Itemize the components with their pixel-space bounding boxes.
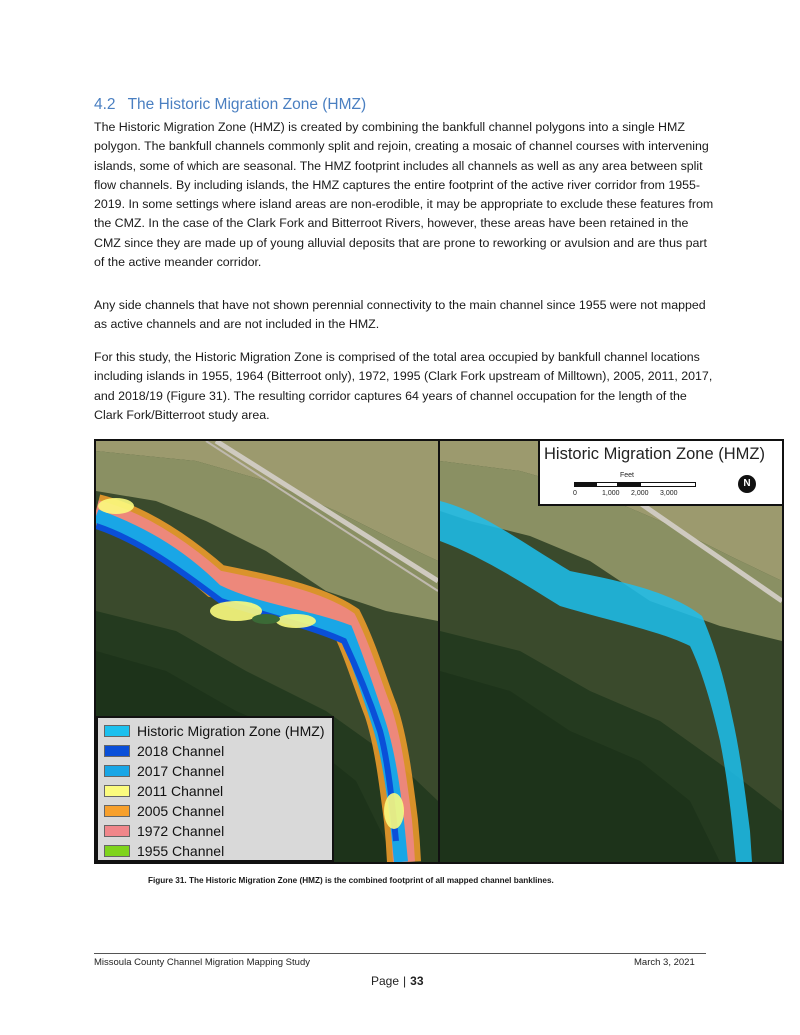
legend-label: 1972 Channel <box>137 823 225 839</box>
section-heading <box>94 96 366 114</box>
legend-item <box>104 721 324 741</box>
scale-tick-3000: 3,000 <box>660 490 678 497</box>
paragraph-hmz-definition: The Historic Migration Zone (HMZ) is created by combining the bankfull channel polygons into a single HMZ polygon. The bankfull channels commonly split and rejoin, creating a mosaic of channel courses with intervening islands, some of which are seasonal. The HMZ footprint includes all channels as well as any area between split flow channels. By including islands, the HMZ captures the entire footprint of the active river corridor from 1955-2019. In some settings where island areas are non-erodible, it may be appropriate to exclude these features from the CMZ. In the case of the Clark Fork and Bitterroot Rivers, however, these areas have been retained in the CMZ since they are made up of young alluvial deposits that are prone to reworking or avulsion and are thus part of the active meander corridor. <box>94 120 714 270</box>
scale-tick-0: 0 <box>573 490 577 497</box>
scale-bar <box>570 472 700 500</box>
page-number-value: 33 <box>410 974 424 988</box>
legend-swatch <box>104 825 130 837</box>
legend-item <box>104 841 224 861</box>
scale-segment <box>574 482 596 487</box>
map-title: Historic Migration Zone (HMZ) <box>544 445 765 463</box>
legend-swatch <box>104 725 130 737</box>
figure-caption: Figure 31. The Historic Migration Zone (HMZ) is the combined footprint of all mapped channel banklines. <box>148 876 554 885</box>
legend-swatch <box>104 845 130 857</box>
legend-item <box>104 801 224 821</box>
legend-label: 1955 Channel <box>137 843 225 859</box>
footer-divider <box>94 953 706 954</box>
scale-tick-2000: 2,000 <box>631 490 649 497</box>
legend-swatch <box>104 745 130 757</box>
legend-label: 2018 Channel <box>137 743 225 759</box>
legend-item <box>104 741 224 761</box>
paragraph-side-channels: Any side channels that have not shown perennial connectivity to the main channel since 1955 were not mapped as active channels and are not included in the HMZ. <box>94 298 706 332</box>
scale-unit-label: Feet <box>620 472 635 479</box>
footer-study-title: Missoula County Channel Migration Mapping Study <box>94 957 310 968</box>
page-number <box>371 974 424 988</box>
legend-swatch <box>104 785 130 797</box>
section-number: 4.2 <box>94 96 116 113</box>
scale-segment <box>640 482 696 487</box>
legend-item <box>104 821 224 841</box>
legend-swatch <box>104 805 130 817</box>
legend-label: 2011 Channel <box>137 783 224 799</box>
map-legend <box>96 716 334 862</box>
section-title: The Historic Migration Zone (HMZ) <box>127 96 367 113</box>
north-arrow-icon: N <box>738 475 756 493</box>
legend-item <box>104 781 223 801</box>
scale-segment <box>596 482 618 487</box>
page-label: Page <box>371 974 400 988</box>
legend-label: 2005 Channel <box>137 803 225 819</box>
map-title-box <box>538 441 782 506</box>
legend-label: Historic Migration Zone (HMZ) <box>137 723 325 739</box>
legend-swatch <box>104 765 130 777</box>
legend-label: 2017 Channel <box>137 763 225 779</box>
page-separator: | <box>403 974 407 988</box>
footer-date: March 3, 2021 <box>634 957 695 968</box>
paragraph-study-years: For this study, the Historic Migration Zone is comprised of the total area occupied by bankfull channel locations including islands in 1955, 1964 (Bitterroot only), 1972, 1995 (Clark Fork upstream of Milltown), 2005, 2011, 2017, and 2018/19 (Figure 31). The resulting corridor captures 64 years of channel occupation for the length of the Clark Fork/Bitterroot study area. <box>94 350 713 422</box>
scale-segment <box>618 482 640 487</box>
scale-tick-1000: 1,000 <box>602 490 620 497</box>
figure-31-map <box>94 439 784 864</box>
legend-item <box>104 761 224 781</box>
